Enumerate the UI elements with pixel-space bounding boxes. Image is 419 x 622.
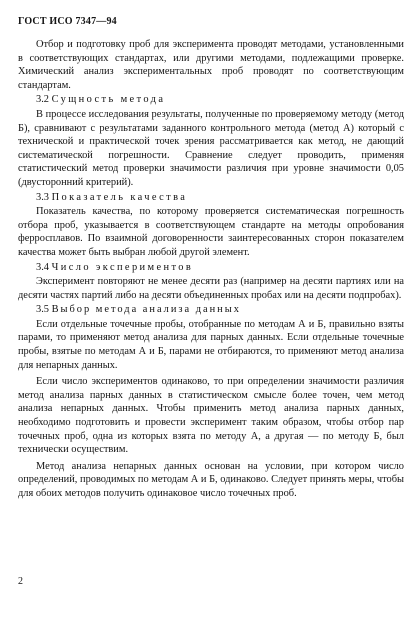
section-title: Выбор метода анализа данных xyxy=(51,304,241,316)
standard-header: ГОСТ ИСО 7347—94 xyxy=(18,16,117,27)
section-heading-3-5 xyxy=(36,303,404,317)
section-heading-3-3 xyxy=(36,191,404,205)
section-title: Показатель качества xyxy=(51,191,188,203)
section-3-2-paragraph: В процессе исследования результаты, полученные по проверяемому методу (метод Б), сравнивают с результатами заданного контрольного метода (метод А) который с технической и практической точек зрения рассматривается как метод, не дающий систематической погрешности. Сравнение следует проводить, применяя статистический метод проверки значимости различия при уровне значимости 0,05 (двусторонний критерий). xyxy=(18,108,404,188)
section-3-5-paragraph-1: Если отдельные точечные пробы, отобранные по методам А и Б, правильно взяты парами, то применяют метод анализа для парных данных. Если отдельные точечные пробы, взятые по методам А и Б, парами не отбираются, то применяют метод анализа для непарных данных. xyxy=(18,318,404,371)
section-heading-3-4 xyxy=(36,261,404,275)
section-number: 3.3 xyxy=(36,191,49,203)
section-number: 3.2 xyxy=(36,94,49,106)
section-3-5-paragraph-2: Если число экспериментов одинаково, то при определении значимости различия метод анализа парных данных в статистическом смысле более точен, чем метод анализа непарных данных. Чтобы применить метод анализа парных данных, необходимо подготовить и провести эксперимент таким образом, чтобы отбор пар точечных проб, одна из которых взята по методу А, а другая — по методу Б, был технически осуществим. xyxy=(18,376,404,456)
section-number: 3.4 xyxy=(36,261,49,273)
section-number: 3.5 xyxy=(36,304,49,316)
section-3-5-paragraph-3: Метод анализа непарных данных основан на условии, при котором число определений, проводимых по методам А и Б, одинаково. Следует принять меры, чтобы для обоих методов получить одинаковое число точечных проб. xyxy=(18,460,404,499)
document-body xyxy=(18,38,404,501)
section-title: Сущность метода xyxy=(51,94,166,106)
section-heading-3-2 xyxy=(36,93,404,107)
intro-paragraph: Отбор и подготовку проб для эксперимента проводят методами, установленными в соответствующих стандартах, или другими методами, подлежащими проверке. Химический анализ экспериментальных проб проводят по соответствующим стандартам. xyxy=(18,39,404,91)
page-number: 2 xyxy=(18,576,23,587)
section-3-3-paragraph: Показатель качества, по которому проверяется систематическая погрешность отбора проб, указывается в соответствующем стандарте на методы опробования ферросплавов. По взаимной договоренности заинтересованных сторон показателем качества может быть выбран любой другой элемент. xyxy=(18,206,404,258)
section-title: Число экспериментов xyxy=(51,261,194,273)
section-3-4-paragraph: Эксперимент повторяют не менее десяти раз (например на десяти партиях или на десяти частях партий либо на десяти объединенных пробах или на десяти подпробах). xyxy=(18,276,404,301)
